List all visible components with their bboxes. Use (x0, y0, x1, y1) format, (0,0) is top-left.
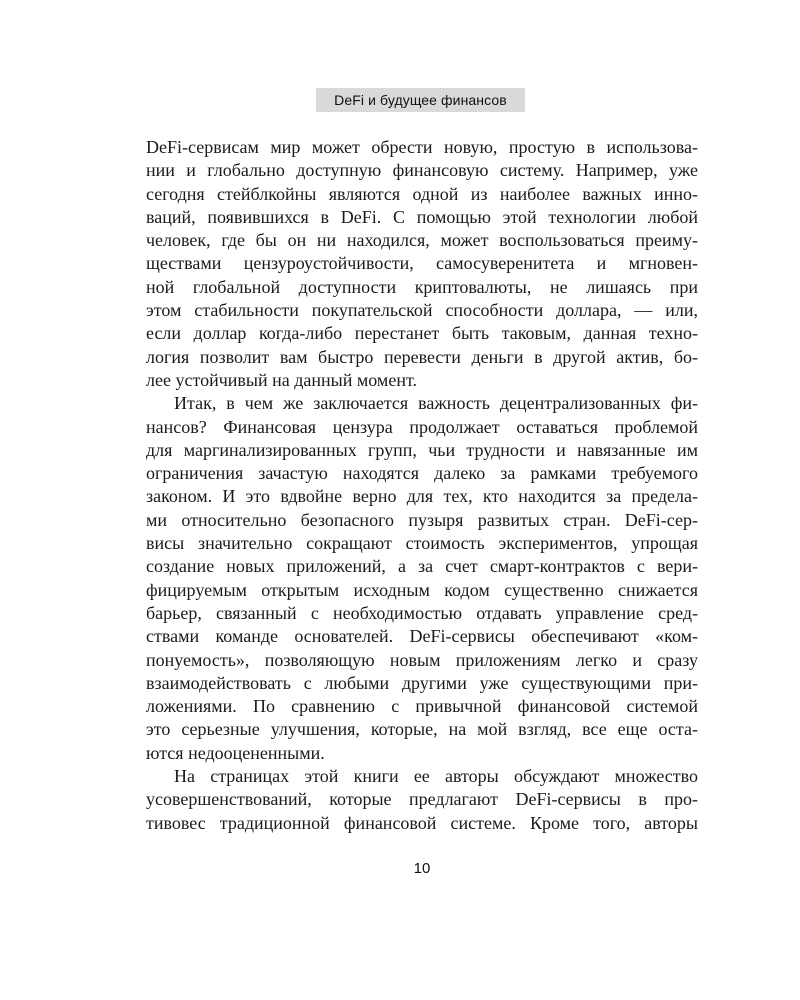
text-line: этом стабильности покупательской способности доллара, — или, (146, 300, 698, 321)
text-line: создание новых приложений, а за счет смарт-контрактов с вери- (146, 556, 698, 577)
text-line: это серьезные улучшения, которые, на мой взгляд, все еще оста- (146, 719, 698, 740)
paragraph-3 (146, 765, 698, 835)
text-line: ваций, появившихся в DeFi. С помощью этой технологии любой (146, 206, 698, 227)
text-line: логия позволит вам быстро перевести деньги в другой актив, бо- (146, 346, 698, 367)
text-line: ложениями. По сравнению с привычной финансовой системой (146, 696, 698, 717)
text-line: ми относительно безопасного пузыря развитых стран. DeFi-сер- (146, 509, 698, 530)
text-line: барьер, связанный с необходимостью отдавать управление сред- (146, 602, 698, 623)
text-line: DeFi-сервисам мир может обрести новую, простую в использова- (146, 137, 698, 157)
text-line: для маргинализированных групп, чьи трудности и навязанные им (146, 439, 698, 460)
text-line: законом. И это вдвойне верно для тех, кто находится за предела- (146, 486, 698, 507)
text-line: ствами команде основателей. DeFi-сервисы обеспечивают «ком- (146, 626, 698, 647)
paragraph-1 (146, 136, 698, 392)
page-number: 10 (413, 860, 431, 877)
text-line: взаимодействовать с любыми другими уже существующими при- (146, 672, 698, 693)
text-line: фицируемым открытым исходным кодом существенно снижается (146, 579, 698, 600)
text-line: нии и глобально доступную финансовую систему. Например, уже (146, 160, 698, 181)
text-line: нансов? Финансовая цензура продолжает оставаться проблемой (146, 416, 698, 437)
text-line: ществами цензуроустойчивости, самосуверенитета и мгновен- (146, 253, 698, 274)
body-text (146, 136, 698, 835)
text-line: если доллар когда-либо перестанет быть таковым, данная техно- (146, 323, 698, 344)
text-line: лее устойчивый на данный момент. (146, 369, 417, 390)
text-line: сегодня стейблкойны являются одной из наиболее важных инно- (146, 183, 698, 204)
text-line: ограничения зачастую находятся далеко за рамками требуемого (146, 463, 698, 484)
paragraph-2 (146, 392, 698, 765)
text-line: тивовес традиционной финансовой системе. Кроме того, авторы (146, 812, 698, 833)
text-line: понуемость», позволяющую новым приложениям легко и сразу (146, 649, 698, 670)
text-line: Итак, в чем же заключается важность децентрализованных фи- (174, 393, 698, 414)
text-line: усовершенствований, которые предлагают DeFi-сервисы в про- (146, 789, 698, 810)
running-header (316, 88, 525, 112)
text-line: На страницах этой книги ее авторы обсуждают множество (174, 766, 698, 787)
text-line: ной глобальной доступности криптовалюты, не лишаясь при (146, 276, 698, 297)
running-title: DeFi и будущее финансов (334, 92, 507, 108)
text-line: ются недооцененными. (146, 742, 325, 763)
text-line: висы значительно сокращают стоимость экспериментов, упрощая (146, 533, 698, 554)
text-line: человек, где бы он ни находился, может воспользоваться преиму- (146, 230, 698, 251)
